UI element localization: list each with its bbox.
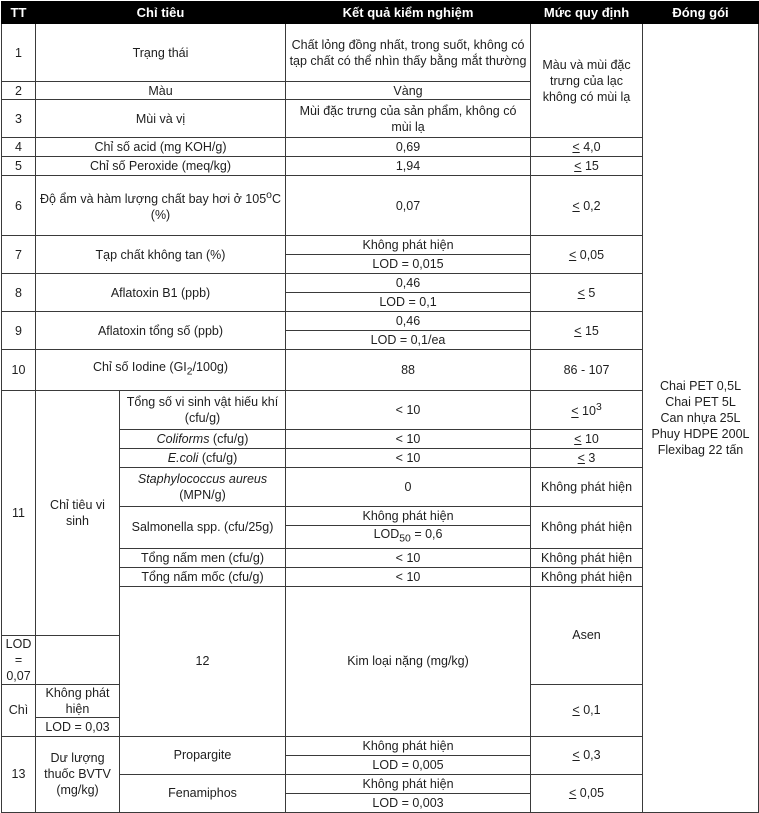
criteria-cell: Aflatoxin tổng số (ppb) xyxy=(36,312,286,350)
row-number: 9 xyxy=(2,312,36,350)
row-number: 5 xyxy=(2,157,36,176)
criteria-cell: Tổng nấm men (cfu/g) xyxy=(120,548,286,567)
limit-value: 0,05 xyxy=(576,247,605,262)
criteria-cell xyxy=(36,350,286,391)
subscript: 2 xyxy=(186,366,193,378)
packaging-item: Phuy HDPE 200L xyxy=(651,426,750,441)
packaging-item: Flexibag 22 tấn xyxy=(657,442,744,457)
limit-cell xyxy=(531,138,643,157)
limit-value: 10 xyxy=(578,404,596,419)
result-cell: 0 xyxy=(286,468,531,507)
limit-value: 5 xyxy=(584,285,596,300)
criteria-cell: Mùi và vị xyxy=(36,100,286,138)
criteria-text: /100g) xyxy=(192,360,229,375)
leq-symbol: < xyxy=(577,451,585,465)
limit-value: 3 xyxy=(584,451,596,465)
result-cell: Không phát hiện xyxy=(286,236,531,255)
row-number: 6 xyxy=(2,176,36,236)
limit-cell: Không phát hiện xyxy=(531,507,643,549)
criteria-cell: Salmonella spp. (cfu/25g) xyxy=(120,507,286,549)
limit-value: 15 xyxy=(581,323,599,338)
lod-cell: LOD = 0,1 xyxy=(286,293,531,312)
lod-cell: LOD = 0,1/ea xyxy=(286,331,531,350)
criteria-cell: Trạng thái xyxy=(36,24,286,82)
criteria-cell: Chì xyxy=(2,684,36,736)
criteria-cell: Propargite xyxy=(120,736,286,774)
result-cell: < 10 xyxy=(286,430,531,449)
limit-cell xyxy=(531,449,643,468)
result-cell: 0,46 xyxy=(286,274,531,293)
limit-value: 4,0 xyxy=(579,140,601,154)
row-number: 10 xyxy=(2,350,36,391)
criteria-text: C (%) xyxy=(150,192,281,223)
header-row xyxy=(2,2,759,24)
result-cell: 1,94 xyxy=(286,157,531,176)
group-cell: Chỉ tiêu vi sinh xyxy=(36,391,120,636)
lod-cell: LOD = 0,015 xyxy=(286,255,531,274)
header-criteria: Chỉ tiêu xyxy=(36,2,286,24)
row-number: 3 xyxy=(2,100,36,138)
result-cell: < 10 xyxy=(286,391,531,430)
result-cell: < 10 xyxy=(286,449,531,468)
criteria-unit: (MPN/g) xyxy=(179,488,226,502)
limit-cell: Không phát hiện xyxy=(531,567,643,586)
degree-superscript: o xyxy=(266,189,272,201)
criteria-cell: Chỉ số acid (mg KOH/g) xyxy=(36,138,286,157)
group-cell: Dư lượng thuốc BVTV (mg/kg) xyxy=(36,736,120,812)
quality-table xyxy=(1,1,759,813)
result-cell: 0,69 xyxy=(286,138,531,157)
limit-cell xyxy=(531,157,643,176)
criteria-cell xyxy=(120,449,286,468)
limit-cell: 86 - 107 xyxy=(531,350,643,391)
limit-cell: Màu và mùi đặc trưng của lạc không có mùi lạ xyxy=(531,24,643,138)
criteria-cell: Chỉ số Peroxide (meq/kg) xyxy=(36,157,286,176)
organism-name: E.coli xyxy=(167,451,199,465)
header-limit: Mức quy định xyxy=(531,2,643,24)
packaging-item: Can nhựa 25L xyxy=(660,410,741,425)
limit-cell: Không phát hiện xyxy=(531,548,643,567)
result-cell: Không phát hiện xyxy=(36,684,120,717)
organism-name: Coliforms xyxy=(156,432,210,446)
leq-symbol: < xyxy=(574,323,582,338)
header-packaging: Đóng gói xyxy=(643,2,759,24)
lod-cell: LOD = 0,07 xyxy=(2,635,36,684)
row-number: 4 xyxy=(2,138,36,157)
limit-value: 0,3 xyxy=(579,748,601,762)
limit-cell xyxy=(531,312,643,350)
limit-value: 10 xyxy=(581,432,599,446)
limit-value: 15 xyxy=(581,159,599,173)
criteria-cell xyxy=(120,430,286,449)
criteria-unit: (cfu/g) xyxy=(198,451,238,465)
row-number: 7 xyxy=(2,236,36,274)
leq-symbol: < xyxy=(572,140,580,154)
result-cell: Không phát hiện xyxy=(286,736,531,755)
row-number: 2 xyxy=(2,82,36,100)
result-cell: < 10 xyxy=(286,548,531,567)
row-number: 1 xyxy=(2,24,36,82)
leq-symbol: < xyxy=(568,247,577,262)
header-result: Kết quả kiểm nghiệm xyxy=(286,2,531,24)
result-cell: Vàng xyxy=(286,82,531,100)
result-cell: < 10 xyxy=(286,567,531,586)
packaging-item: Chai PET 0,5L xyxy=(659,378,742,393)
criteria-cell xyxy=(36,176,286,236)
leq-symbol: < xyxy=(572,703,580,717)
leq-symbol: < xyxy=(577,285,585,300)
criteria-unit: (cfu/g) xyxy=(209,432,249,446)
row-number: 8 xyxy=(2,274,36,312)
limit-cell xyxy=(531,684,643,736)
result-cell: 88 xyxy=(286,350,531,391)
leq-symbol: < xyxy=(571,404,579,419)
criteria-cell: Tạp chất không tan (%) xyxy=(36,236,286,274)
result-cell: Không phát hiện xyxy=(286,507,531,526)
group-cell: Kim loại nặng (mg/kg) xyxy=(286,586,531,736)
criteria-text: Chỉ số Iodine (GI xyxy=(92,360,187,375)
lod-label: LOD xyxy=(373,527,400,541)
limit-cell xyxy=(531,430,643,449)
limit-cell xyxy=(531,774,643,812)
criteria-text: Độ ẩm và hàm lượng chất bay hơi ở 105 xyxy=(40,192,267,207)
subscript: 50 xyxy=(399,533,411,545)
criteria-cell: Fenamiphos xyxy=(120,774,286,812)
lod-cell: LOD = 0,005 xyxy=(286,755,531,774)
limit-value: 0,1 xyxy=(579,703,601,717)
limit-cell xyxy=(531,176,643,236)
packaging-cell xyxy=(643,24,759,813)
leq-symbol: < xyxy=(574,432,582,446)
leq-symbol: < xyxy=(568,786,577,800)
result-cell: Chất lỏng đồng nhất, trong suốt, không có tạp chất có thể nhìn thấy bằng mắt thường xyxy=(286,24,531,82)
limit-cell xyxy=(531,236,643,274)
criteria-cell: Màu xyxy=(36,82,286,100)
criteria-cell xyxy=(120,468,286,507)
table-row xyxy=(2,24,759,82)
organism-name: Staphylococcus aureus xyxy=(137,472,268,486)
row-number: 13 xyxy=(2,736,36,812)
result-cell: 0,46 xyxy=(286,312,531,331)
limit-cell xyxy=(531,391,643,430)
criteria-cell: Aflatoxin B1 (ppb) xyxy=(36,274,286,312)
lod-cell: LOD = 0,003 xyxy=(286,793,531,812)
limit-cell: Không phát hiện xyxy=(531,468,643,507)
limit-cell xyxy=(531,274,643,312)
leq-symbol: < xyxy=(572,748,580,762)
leq-symbol: < xyxy=(572,198,580,213)
result-cell: Mùi đặc trưng của sản phẩm, không có mùi lạ xyxy=(286,100,531,138)
result-cell: 0,07 xyxy=(286,176,531,236)
lod-cell xyxy=(286,526,531,549)
lod-value: = 0,6 xyxy=(410,527,443,541)
lod-cell: LOD = 0,03 xyxy=(36,717,120,736)
limit-cell xyxy=(531,736,643,774)
row-number: 11 xyxy=(2,391,36,636)
limit-value: 0,05 xyxy=(576,786,605,800)
leq-symbol: < xyxy=(574,159,582,173)
criteria-cell: Asen xyxy=(531,586,643,684)
row-number: 12 xyxy=(120,586,286,736)
header-tt: TT xyxy=(2,2,36,24)
exponent: 3 xyxy=(595,402,602,414)
result-cell: Không phát hiện xyxy=(286,774,531,793)
packaging-item: Chai PET 5L xyxy=(665,394,736,409)
limit-value: 0,2 xyxy=(579,198,601,213)
criteria-cell: Tổng số vi sinh vật hiếu khí (cfu/g) xyxy=(120,391,286,430)
criteria-cell: Tổng nấm mốc (cfu/g) xyxy=(120,567,286,586)
